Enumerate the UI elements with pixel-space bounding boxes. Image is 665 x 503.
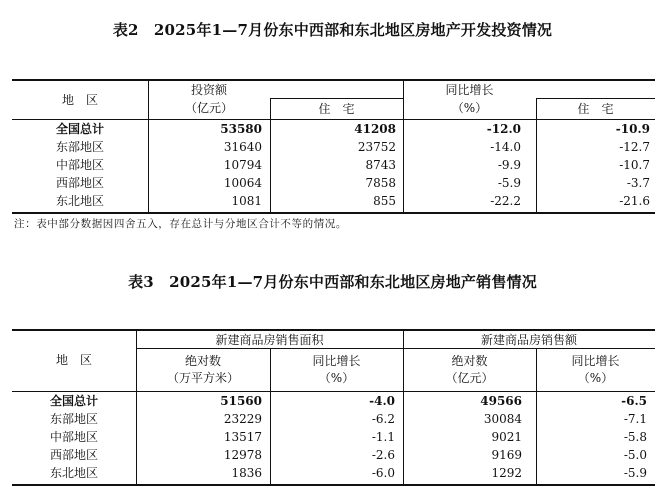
table3-header-amount-abs: 绝对数: [451, 354, 488, 368]
table3-row-region: 东部地区: [49, 412, 98, 426]
table3-row-amount-abs: 30084: [483, 412, 522, 426]
table2-row-region: 东北地区: [55, 194, 104, 208]
table3-row-amount-abs: 49566: [480, 394, 522, 408]
table3-row-amount-yoy: -5.8: [623, 430, 647, 444]
table3-row-area-abs: 23229: [223, 412, 262, 426]
table2-header-investment-unit: （亿元）: [184, 101, 233, 115]
table2-note: 注：表中部分数据因四舍五入，存在总计与分地区合计不等的情况。: [14, 218, 347, 230]
table3-row-area-yoy: -6.0: [371, 466, 395, 480]
table2-header-residential: 住 宅: [318, 102, 355, 116]
table3-row-area-abs: 1836: [231, 466, 262, 480]
table3-group-rule: [136, 348, 655, 349]
table2-row-residential: 23752: [357, 140, 396, 154]
table2-row-investment: 1081: [231, 194, 262, 208]
table2-row-yoy-residential: -21.6: [619, 194, 650, 208]
table3-header-rule: [12, 391, 655, 392]
table3-header-amount-group: 新建商品房销售额: [480, 333, 577, 347]
table3-header-area-yoy: 同比增长: [312, 354, 361, 368]
table3-row-area-yoy: -6.2: [371, 412, 395, 426]
table2-top-rule: [12, 79, 655, 81]
table2-header-rule: [12, 119, 655, 120]
table2-header-region: 地 区: [61, 93, 98, 107]
table2-header-yoy-unit: （%）: [451, 101, 488, 115]
table2-header-yoy: 同比增长: [445, 83, 494, 97]
table2-row-yoy-residential: -10.7: [619, 158, 650, 172]
table3-row-region: 全国总计: [49, 394, 98, 408]
table2-title: 表2 2025年1—7月份东中西部和东北地区房地产开发投资情况: [112, 21, 553, 39]
table3-header-amount-abs-unit: （亿元）: [445, 371, 494, 385]
table3-row-area-yoy: -2.6: [371, 448, 395, 462]
table3-row-area-yoy: -4.0: [369, 394, 395, 408]
table3-header-area-group: 新建商品房销售面积: [215, 333, 324, 347]
table2-row-residential: 855: [373, 194, 396, 208]
table2-row-region: 东部地区: [55, 140, 104, 154]
table2-row-yoy: -12.0: [486, 122, 521, 136]
table2-row-investment: 10794: [223, 158, 262, 172]
table3-row-area-yoy: -1.1: [371, 430, 395, 444]
table2-header-yoy-residential: 住 宅: [577, 102, 614, 116]
table2-sub-rule-investment: [270, 98, 403, 99]
table2-row-yoy-residential: -12.7: [619, 140, 650, 154]
table3-row-amount-abs: 9169: [491, 448, 522, 462]
table3-header-region: 地 区: [55, 353, 92, 367]
table2-header-investment: 投资额: [190, 83, 227, 97]
table2-row-investment: 10064: [223, 176, 262, 190]
table2-row-residential: 7858: [365, 176, 396, 190]
table3-top-rule: [12, 329, 655, 331]
table3-row-amount-yoy: -7.1: [623, 412, 647, 426]
table3-row-area-abs: 13517: [223, 430, 262, 444]
table2-row-investment: 31640: [223, 140, 262, 154]
table3-row-amount-yoy: -6.5: [621, 394, 647, 408]
table3-row-region: 西部地区: [49, 448, 98, 462]
table2-row-yoy-residential: -10.9: [615, 122, 650, 136]
table3-row-region: 东北地区: [49, 466, 98, 480]
table2-row-yoy: -14.0: [490, 140, 521, 154]
table3-header-amount-yoy: 同比增长: [571, 354, 620, 368]
table3-bottom-rule: [12, 484, 655, 486]
table3-header-area-abs-unit: （万平方米）: [166, 371, 239, 385]
table3-row-amount-abs: 1292: [491, 466, 522, 480]
table3-row-amount-abs: 9021: [491, 430, 522, 444]
table3-header-area-yoy-unit: （%）: [318, 371, 355, 385]
table3-row-region: 中部地区: [49, 430, 98, 444]
table2-row-yoy: -9.9: [497, 158, 521, 172]
table2-row-yoy: -22.2: [490, 194, 521, 208]
table2-sub-rule-yoy: [536, 98, 655, 99]
table2-row-yoy-residential: -3.7: [626, 176, 650, 190]
table3-header-area-abs: 绝对数: [184, 354, 221, 368]
table2-row-residential: 41208: [354, 122, 396, 136]
table3-row-amount-yoy: -5.9: [623, 466, 647, 480]
table2-row-region: 中部地区: [55, 158, 104, 172]
table2-row-region: 全国总计: [55, 122, 104, 136]
table3-title: 表3 2025年1—7月份东中西部和东北地区房地产销售情况: [128, 273, 537, 291]
table2-row-investment: 53580: [220, 122, 262, 136]
table3-row-amount-yoy: -5.0: [623, 448, 647, 462]
table3-row-area-abs: 51560: [220, 394, 262, 408]
table2-bottom-rule: [12, 212, 655, 214]
table2-row-residential: 8743: [365, 158, 396, 172]
table2-row-yoy: -5.9: [497, 176, 521, 190]
table2-row-region: 西部地区: [55, 176, 104, 190]
table3-header-amount-yoy-unit: （%）: [577, 371, 614, 385]
table3-row-area-abs: 12978: [223, 448, 262, 462]
